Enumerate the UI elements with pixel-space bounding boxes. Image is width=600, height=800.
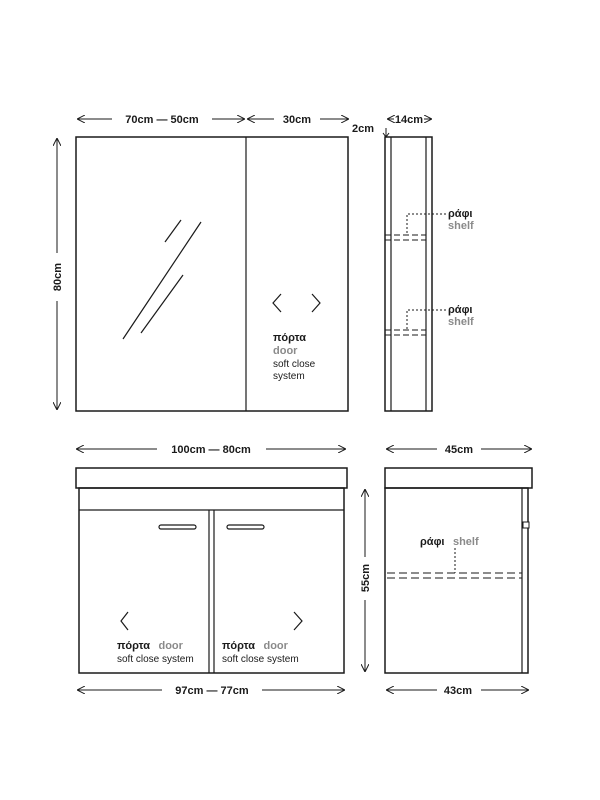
chevron-right-icon xyxy=(312,294,320,312)
mirror-height-label: 80cm xyxy=(52,262,64,292)
mirror-side-outline xyxy=(385,137,432,411)
mirror-upper-shelf-label-gr: ράφι xyxy=(448,208,473,220)
mirror-door-label-gr: πόρτα xyxy=(273,332,307,344)
base-side-shelf-label xyxy=(420,532,479,549)
mirror-lower-shelf-label-en: shelf xyxy=(448,316,474,328)
left-door-label xyxy=(117,636,184,653)
base-side-outline xyxy=(385,488,528,673)
mirror-upper-shelf-label-en: shelf xyxy=(448,220,474,232)
mirror-cabinet-side xyxy=(352,114,474,411)
base-cabinet-side xyxy=(385,444,532,697)
right-door-label-en: door xyxy=(263,640,288,652)
left-door-chevron-left-icon xyxy=(121,612,128,630)
mirror-door-note-line-1: soft close xyxy=(273,359,316,370)
mirror-right-width-label: 30cm xyxy=(282,114,312,126)
left-door-handle xyxy=(159,525,196,529)
base-side-countertop xyxy=(385,468,532,488)
base-cabinet-front xyxy=(76,444,372,697)
mirror-side-top-label: 2cm xyxy=(352,123,375,135)
base-bottom-width-label: 97cm — 77cm xyxy=(175,685,249,697)
left-door-label-gr: πόρτα xyxy=(117,640,151,652)
base-height-label: 55cm xyxy=(360,563,372,593)
right-door-label xyxy=(222,636,289,653)
base-top-width-label: 100cm — 80cm xyxy=(171,444,251,456)
mirror-depth-label: 14cm xyxy=(394,114,424,126)
right-door-handle xyxy=(227,525,264,529)
right-door-chevron-right-icon xyxy=(294,612,302,630)
base-side-bottom-label: 43cm xyxy=(443,685,473,697)
mirror-width-label: 70cm — 50cm xyxy=(125,114,199,126)
mirror-door-label-en: door xyxy=(273,345,298,357)
left-door-note: soft close system xyxy=(117,654,194,665)
right-door-label-gr: πόρτα xyxy=(222,640,256,652)
base-countertop xyxy=(76,468,347,488)
right-door-note: soft close system xyxy=(222,654,299,665)
base-side-shelf-label-gr: ράφι xyxy=(420,536,445,548)
mirror-reflection-line-3 xyxy=(141,275,183,333)
base-side-top-label: 45cm xyxy=(444,444,474,456)
left-door-label-en: door xyxy=(158,640,183,652)
chevron-left-icon xyxy=(273,294,281,312)
mirror-reflection-line-1 xyxy=(165,220,181,242)
base-side-shelf-label-en: shelf xyxy=(452,536,479,548)
mirror-reflection-line-2 xyxy=(123,222,201,339)
base-side-handle xyxy=(523,522,529,528)
mirror-door-note-line-2: system xyxy=(273,371,305,382)
mirror-lower-shelf-label-gr: ράφι xyxy=(448,304,473,316)
mirror-cabinet-front xyxy=(52,114,348,411)
